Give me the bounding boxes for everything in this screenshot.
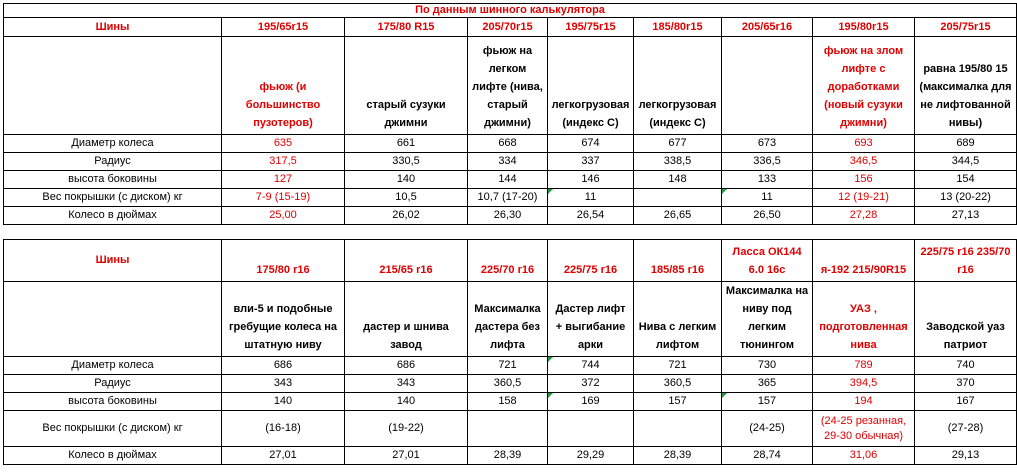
tire-description: равна 195/80 15 (максималка для не лифтованной нивы)	[915, 37, 1017, 135]
value-cell: (27-28)	[915, 411, 1017, 447]
tire-size: 185/80r15	[634, 18, 722, 37]
value-cell: 661	[345, 135, 468, 153]
value-cell: 26,30	[468, 207, 548, 225]
tire-description: Нива с легким лифтом	[634, 282, 722, 357]
value-cell: 10,7 (17-20)	[468, 189, 548, 207]
value-cell: 677	[634, 135, 722, 153]
desc-blank	[4, 282, 222, 357]
value-cell: 721	[468, 357, 548, 375]
value-cell: 370	[915, 375, 1017, 393]
value-cell: (24-25)	[722, 411, 813, 447]
value-cell: 334	[468, 153, 548, 171]
row-label-weight: Вес покрышки (с диском) кг	[4, 189, 222, 207]
tire-description: легкогрузовая (индекс С)	[634, 37, 722, 135]
row-label-inches: Колесо в дюймах	[4, 447, 222, 465]
value-cell	[634, 411, 722, 447]
row-label-weight: Вес покрышки (с диском) кг	[4, 411, 222, 447]
value-cell: 372	[548, 375, 634, 393]
value-cell: (19-22)	[345, 411, 468, 447]
value-cell: 127	[222, 171, 345, 189]
value-cell: 394,5	[813, 375, 915, 393]
value-cell: 721	[634, 357, 722, 375]
value-cell: 148	[634, 171, 722, 189]
value-cell: 686	[222, 357, 345, 375]
value-cell: 365	[722, 375, 813, 393]
tire-description	[722, 37, 813, 135]
value-cell: 26,54	[548, 207, 634, 225]
table-title: По данным шинного калькулятора	[4, 4, 1017, 18]
value-cell: 28,74	[722, 447, 813, 465]
value-cell: 740	[915, 357, 1017, 375]
tire-description: старый сузуки джимни	[345, 37, 468, 135]
tire-size: 185/85 r16	[634, 240, 722, 282]
value-cell: 26,50	[722, 207, 813, 225]
value-cell: 27,13	[915, 207, 1017, 225]
value-cell: 26,02	[345, 207, 468, 225]
row-label-diameter: Диаметр колеса	[4, 135, 222, 153]
row-label-radius: Радиус	[4, 153, 222, 171]
value-cell: 157	[634, 393, 722, 411]
value-cell: 635	[222, 135, 345, 153]
tire-description: фьюж (и большинство пузотеров)	[222, 37, 345, 135]
desc-blank	[4, 37, 222, 135]
value-cell: 144	[468, 171, 548, 189]
tire-size: 195/80r15	[813, 18, 915, 37]
value-cell: 346,5	[813, 153, 915, 171]
value-cell: 27,01	[222, 447, 345, 465]
value-cell: 686	[345, 357, 468, 375]
row-label-sidewall: высота боковины	[4, 171, 222, 189]
tire-size: я-192 215/90R15	[813, 240, 915, 282]
value-cell: 28,39	[468, 447, 548, 465]
tires-label: Шины	[4, 240, 222, 282]
tire-size: 225/75 r16 235/70 r16	[915, 240, 1017, 282]
tire-size: 175/80 R15	[345, 18, 468, 37]
value-cell: 789	[813, 357, 915, 375]
row-label-radius: Радиус	[4, 375, 222, 393]
value-cell: 13 (20-22)	[915, 189, 1017, 207]
tire-description: фьюж на легком лифте (нива, старый джимни)	[468, 37, 548, 135]
value-cell: 140	[345, 171, 468, 189]
tire-size: 215/65 r16	[345, 240, 468, 282]
value-cell: (24-25 резанная, 29-30 обычная)	[813, 411, 915, 447]
value-cell: 360,5	[468, 375, 548, 393]
value-cell: 157	[722, 393, 813, 411]
tire-size: 225/70 r16	[468, 240, 548, 282]
value-cell: 360,5	[634, 375, 722, 393]
tire-table-1	[3, 3, 1017, 225]
value-cell	[468, 411, 548, 447]
tire-description: Заводской уаз патриот	[915, 282, 1017, 357]
value-cell: 337	[548, 153, 634, 171]
value-cell	[548, 411, 634, 447]
row-label-sidewall: высота боковины	[4, 393, 222, 411]
tire-description: Максималка на ниву под легким тюнингом	[722, 282, 813, 357]
tires-label: Шины	[4, 18, 222, 37]
tire-description: дастер и шнива завод	[345, 282, 468, 357]
value-cell	[634, 189, 722, 207]
value-cell: 169	[548, 393, 634, 411]
value-cell: 344,5	[915, 153, 1017, 171]
value-cell: 730	[722, 357, 813, 375]
value-cell: 133	[722, 171, 813, 189]
value-cell: 25,00	[222, 207, 345, 225]
value-cell: 26,65	[634, 207, 722, 225]
value-cell: 27,01	[345, 447, 468, 465]
value-cell: 744	[548, 357, 634, 375]
value-cell: 154	[915, 171, 1017, 189]
value-cell: 693	[813, 135, 915, 153]
value-cell: 194	[813, 393, 915, 411]
value-cell: 689	[915, 135, 1017, 153]
value-cell: 27,28	[813, 207, 915, 225]
tire-size: 205/65r16	[722, 18, 813, 37]
tire-description: Максималка дастера без лифта	[468, 282, 548, 357]
value-cell: 11	[722, 189, 813, 207]
value-cell: 167	[915, 393, 1017, 411]
tire-size: 225/75 r16	[548, 240, 634, 282]
value-cell: 29,13	[915, 447, 1017, 465]
tire-size: 205/70r15	[468, 18, 548, 37]
tire-description: легкогрузовая (индекс С)	[548, 37, 634, 135]
value-cell: 140	[345, 393, 468, 411]
value-cell: 7-9 (15-19)	[222, 189, 345, 207]
tire-description: фьюж на злом лифте с доработками (новый сузуки джимни)	[813, 37, 915, 135]
tire-size: 195/65r15	[222, 18, 345, 37]
value-cell: 330,5	[345, 153, 468, 171]
value-cell: 338,5	[634, 153, 722, 171]
tire-table-2	[3, 239, 1017, 465]
value-cell: 674	[548, 135, 634, 153]
tire-size: 195/75r15	[548, 18, 634, 37]
value-cell: (16-18)	[222, 411, 345, 447]
value-cell: 158	[468, 393, 548, 411]
tire-size: 175/80 r16	[222, 240, 345, 282]
row-label-inches: Колесо в дюймах	[4, 207, 222, 225]
tire-description: вли-5 и подобные гребущие колеса на штатную ниву	[222, 282, 345, 357]
value-cell: 11	[548, 189, 634, 207]
value-cell: 10,5	[345, 189, 468, 207]
row-label-diameter: Диаметр колеса	[4, 357, 222, 375]
value-cell: 317,5	[222, 153, 345, 171]
value-cell: 28,39	[634, 447, 722, 465]
value-cell: 12 (19-21)	[813, 189, 915, 207]
tire-description: Дастер лифт + выгибание арки	[548, 282, 634, 357]
value-cell: 31,06	[813, 447, 915, 465]
tire-size: Ласса ОК144 6.0 16с	[722, 240, 813, 282]
value-cell: 343	[222, 375, 345, 393]
value-cell: 668	[468, 135, 548, 153]
value-cell: 673	[722, 135, 813, 153]
tire-description: УАЗ , подготовленная нива	[813, 282, 915, 357]
value-cell: 29,29	[548, 447, 634, 465]
tire-size: 205/75r15	[915, 18, 1017, 37]
value-cell: 336,5	[722, 153, 813, 171]
value-cell: 140	[222, 393, 345, 411]
value-cell: 146	[548, 171, 634, 189]
value-cell: 343	[345, 375, 468, 393]
value-cell: 156	[813, 171, 915, 189]
